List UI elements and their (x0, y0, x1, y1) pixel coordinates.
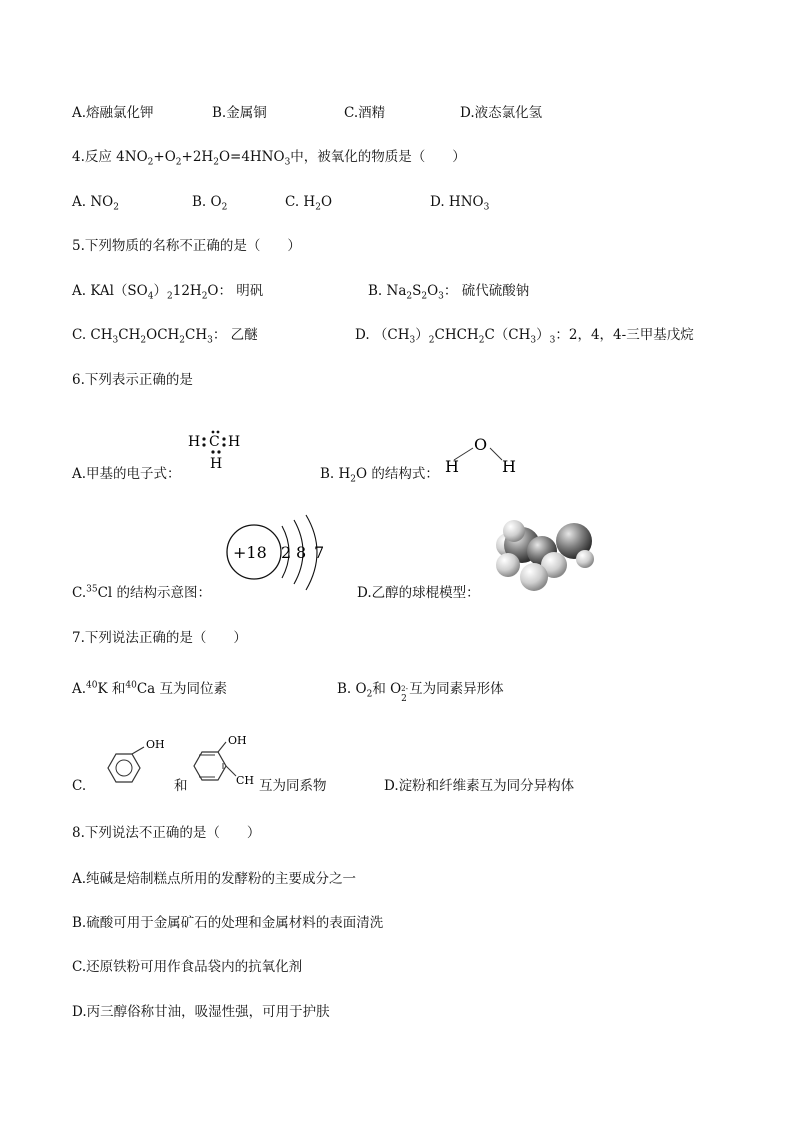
cresol-oh: OH (228, 734, 247, 747)
q3-option-d: D.液态氯化氢 (460, 105, 543, 121)
q5-option-b: B. $Na_2S_2O_3$： 硫代硫酸钠 (368, 283, 530, 302)
q7-stem: 7.下列说法正确的是（ ） (72, 630, 247, 646)
electron-dot (212, 431, 215, 434)
q5-option-c: C. $CH_3CH_2OCH_2CH_3$： 乙醚 (72, 327, 258, 346)
water-bond-right (490, 448, 502, 460)
q4-option-b: B. $O_2$ (192, 194, 228, 213)
q6-option-b-label: B. $H_2O$ 的结构式： (320, 466, 439, 485)
methyl-electron-formula (186, 430, 246, 474)
q7-option-c-label: C. (72, 778, 87, 794)
methyl-h-bottom: H (210, 456, 223, 472)
water-h-left: H (445, 457, 459, 476)
phenol-oh: OH (146, 738, 165, 751)
oh-bond (132, 747, 144, 754)
cresol-structure (188, 732, 264, 792)
q8-option-b: B.硫酸可用于金属矿石的处理和金属材料的表面清洗 (72, 915, 384, 931)
shell-electrons-1: 2 (281, 543, 292, 562)
q8-option-d: D.丙三醇俗称甘油，吸湿性强，可用于护肤 (72, 1004, 330, 1020)
model-atom (503, 520, 525, 542)
q4-stem: 4.反应 $4NO_2+O_2+2H_2O=4HNO_3$中，被氧化的物质是（ ） (72, 149, 466, 168)
q8-stem: 8.下列说法不正确的是（ ） (72, 825, 261, 841)
ch3-bond (226, 766, 236, 776)
methyl-h-left: H (188, 434, 201, 450)
shell-electrons-3: 7 (314, 543, 325, 562)
q6-stem: 6.下列表示正确的是 (72, 372, 193, 388)
electron-dot (217, 431, 220, 434)
benzene-ring (194, 752, 226, 780)
water-h-right: H (502, 457, 516, 476)
electron-dot (217, 450, 220, 453)
q7-option-b: B. $O_2$和 O 2 2- 互为同素异形体 (337, 681, 504, 704)
q4-option-c: C. $H_2O$ (285, 194, 333, 213)
q8-option-c: C.还原铁粉可用作食品袋内的抗氧化剂 (72, 959, 303, 975)
q7-option-a: A.$^{40}$K 和$^{40}$Ca 互为同位素 (72, 680, 228, 697)
model-atom (520, 563, 548, 591)
nucleus-charge: +18 (233, 543, 267, 562)
shell-electrons-2: 8 (296, 543, 307, 562)
oh-bond (218, 742, 226, 752)
methyl-c: C (209, 434, 220, 450)
cresol-ch3: CH (236, 774, 255, 787)
methyl-h-right: H (228, 434, 241, 450)
benzene-ring (108, 754, 140, 782)
q6-option-d-label: D.乙醇的球棍模型： (357, 585, 480, 601)
q3-option-b: B.金属铜 (212, 105, 267, 121)
cl-atom-structure-diagram (222, 512, 344, 598)
q6-option-c-label: C.$^{35}$Cl 的结构示意图： (72, 584, 212, 601)
q6-option-a-label: A.甲基的电子式： (72, 466, 181, 482)
q4-option-d: D. $HNO_3$ (430, 194, 490, 213)
water-o: O (474, 435, 488, 454)
model-atom (576, 550, 594, 568)
q7-option-c-tail: 互为同系物 (259, 778, 327, 794)
electron-dot (211, 450, 214, 453)
q7-option-c-and: 和 (174, 778, 188, 794)
water-structural-formula (440, 432, 522, 476)
q5-option-a: A. $KAl(SO_4)_212H_2O$： 明矾 (72, 283, 264, 302)
phenol-structure (96, 736, 170, 794)
electron-dot (202, 443, 205, 446)
ethanol-model-image (488, 515, 596, 597)
model-atom (496, 553, 520, 577)
q5-stem: 5.下列物质的名称不正确的是（ ） (72, 238, 301, 254)
q3-option-c: C.酒精 (344, 105, 386, 121)
q3-option-a: A.熔融氯化钾 (72, 105, 154, 121)
q5-option-d: D. $(CH_3)_2CHCH_2C(CH_3)_3$：2，4，4-三甲基戊烷 (355, 327, 694, 346)
q8-option-a: A.纯碱是焙制糕点所用的发酵粉的主要成分之一 (72, 871, 357, 887)
electron-dot (222, 443, 225, 446)
q7-option-d: D.淀粉和纤维素互为同分异构体 (384, 778, 575, 794)
electron-dot (202, 437, 205, 440)
benzene-inner-ring (116, 760, 132, 776)
q4-option-a: A. $NO_2$ (72, 194, 119, 213)
electron-dot (222, 437, 225, 440)
